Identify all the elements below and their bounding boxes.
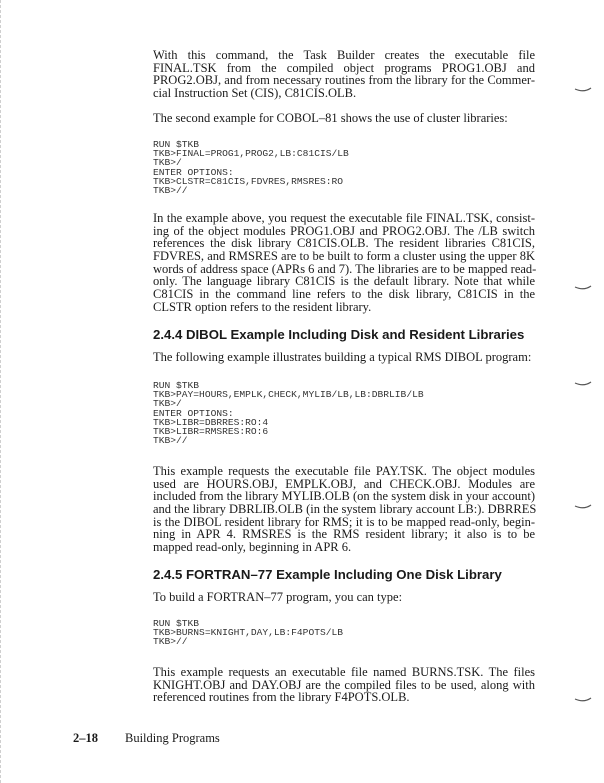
text-line: PROG2.OBJ, and from necessary routines from the library for the Commer-: [153, 73, 535, 88]
paragraph-7: [153, 666, 535, 704]
text-line: is the DIBOL resident library for RMS; it is to be mapped read-only, begin-: [153, 514, 535, 529]
text-line: FDVRES, and RMSRES are to be built to form a cluster using the upper 8K: [153, 249, 535, 264]
code-line: TKB>BURNS=KNIGHT,DAY,LB:F4POTS/LB: [153, 627, 343, 639]
text-line: CLSTR option refers to the resident library.: [153, 299, 372, 314]
code-line: RUN $TKB: [153, 618, 200, 629]
text-line: In the example above, you request the executable file FINAL.TSK, consist-: [153, 211, 535, 225]
margin-change-bar-icon: [574, 503, 592, 511]
code-line: RUN $TKB: [153, 380, 200, 391]
text-line: This example requests an executable file named BURNS.TSK. The files: [153, 665, 535, 679]
code-line: TKB>CLSTR=C81CIS,FDVRES,RMSRES:RO: [153, 175, 343, 187]
code-line: RUN $TKB: [153, 139, 200, 150]
code-block-3: [153, 619, 535, 647]
text-line: KNIGHT.OBJ and DAY.OBJ are the compiled files to be used, along with: [153, 677, 535, 692]
text-line: This example requests the executable file PAY.TSK. The object modules: [153, 464, 535, 478]
margin-change-bar-icon: [574, 696, 592, 704]
text-line: and the library DBRLIB.OLB (in the system library account LB:). DBRRES: [153, 502, 537, 517]
code-line: ENTER OPTIONS:: [153, 407, 234, 419]
text-line: FINAL.TSK from the compiled object programs PROG1.OBJ and: [153, 60, 535, 75]
text-line: mapped read-only, beginning in APR 6.: [153, 540, 352, 555]
text-line: ning in APR 4. RMSRES is the RMS resident library; it also is to be: [153, 527, 535, 542]
page-edge: [0, 0, 4, 783]
code-line: TKB>//: [153, 435, 188, 447]
text-line: ing of the object modules PROG1.OBJ and PROG2.OBJ. The /LB switch: [153, 223, 535, 238]
text-line: used are HOURS.OBJ, EMPLK.OBJ, and CHECK.OBJ. Modules are: [153, 476, 535, 491]
section-heading-2-4-5: 2.4.5 FORTRAN–77 Example Including One Disk Library: [153, 567, 502, 582]
text-line: included from the library MYLIB.OLB (on the system disk in your account): [153, 489, 535, 504]
paragraph-5: [153, 465, 535, 554]
code-line: ENTER OPTIONS:: [153, 166, 234, 178]
paragraph-3: [153, 212, 535, 314]
code-line: TKB>//: [153, 184, 188, 196]
text-line: referenced routines from the library F4POTS.OLB.: [153, 690, 410, 705]
code-line: TKB>/: [153, 157, 182, 169]
text-line: C81CIS in the command line refers to the disk library, C81CIS in the: [153, 287, 535, 302]
code-line: TKB>//: [153, 636, 188, 648]
code-line: TKB>PAY=HOURS,EMPLK,CHECK,MYLIB/LB,LB:DBRLIB/LB: [153, 389, 424, 401]
text-line: references the disk library C81CIS.OLB. The resident libraries C81CIS,: [153, 236, 535, 251]
margin-change-bar-icon: [574, 284, 592, 292]
text-line: only. The language library C81CIS is the default library. Note that while: [153, 274, 535, 289]
section-heading-2-4-4: 2.4.4 DIBOL Example Including Disk and Resident Libraries: [153, 327, 525, 342]
code-line: TKB>LIBR=DBRRES:RO:4: [153, 416, 269, 428]
text-line: cial Instruction Set (CIS), C81CIS.OLB.: [153, 86, 357, 101]
paragraph-2: The second example for COBOL–81 shows the use of cluster libraries:: [153, 111, 508, 125]
code-block-1: [153, 140, 535, 195]
margin-change-bar-icon: [574, 380, 592, 388]
paragraph-6: To build a FORTRAN–77 program, you can type:: [153, 590, 403, 604]
footer-section-title: Building Programs: [125, 731, 220, 745]
text-line: words of address space (APRs 6 and 7). The libraries are to be mapped read-: [153, 261, 537, 276]
code-block-2: [153, 381, 535, 445]
margin-change-bar-icon: [574, 86, 592, 94]
code-line: TKB>FINAL=PROG1,PROG2,LB:C81CIS/LB: [153, 148, 349, 160]
text-line: With this command, the Task Builder creates the executable file: [153, 48, 535, 62]
paragraph-4: The following example illustrates building a typical RMS DIBOL program:: [153, 350, 532, 364]
code-line: TKB>/: [153, 398, 182, 410]
code-line: TKB>LIBR=RMSRES:RO:6: [153, 425, 269, 437]
page-number: 2–18: [73, 731, 98, 745]
paragraph-1: [153, 49, 535, 100]
